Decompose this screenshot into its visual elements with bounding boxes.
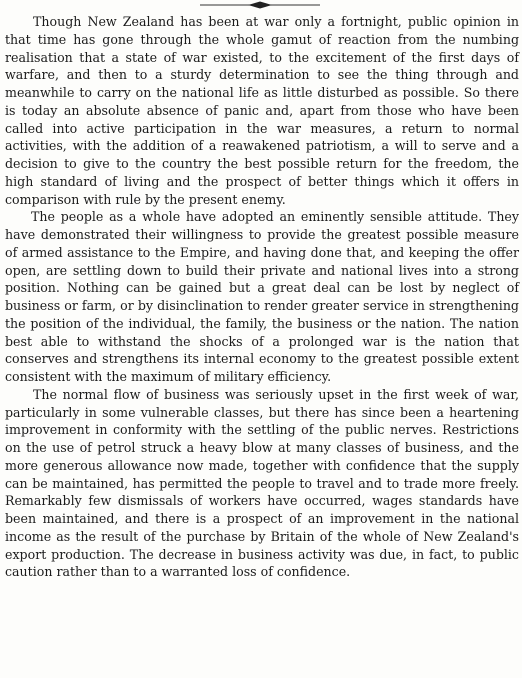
article-paragraph-2: The people as a whole have adopted an eminently sensible attitude. They have demonstrated their willingness to provide the greatest possible measure of armed assistance to the Empire, and having done that, and keeping the offer open, are settling down to build their private and national lives into a strong position. Nothing can be gained but a great deal can be lost by neglect of business or farm, or by disinclination to render greater service in strengthening the position of the individual, the family, the business or the nation. The nation best able to withstand the shocks of a prolonged war is the nation that conserves and strengthens its internal economy to the greatest possible extent consistent with the maximum of military efficiency. (5, 209, 519, 384)
article-body (5, 13, 519, 581)
article-paragraph-1: Though New Zealand has been at war only a fortnight, public opinion in that time has gone through the whole gamut of reaction from the numbing realisation that a state of war existed, to the excitement of the first days of warfare, and then to a sturdy determination to see the thing through and meanwhile to carry on the national life as little disturbed as possible. So there is today an absolute absence of panic and, apart from those who have been called into active participation in the war measures, a return to normal activities, with the addition of a reawakened patriotism, a will to serve and a decision to give to the country the best possible return for the freedom, the high standard of living and the prospect of better things which it offers in comparison with rule by the present enemy. (5, 14, 519, 207)
article-paragraph-3: The normal flow of business was seriously upset in the first week of war, particularly in some vulnerable classes, but there has since been a heartening improvement in conformity with the settling of the public nerves. Restrictions on the use of petrol struck a heavy blow at many classes of business, and the more generous allowance now made, together with confidence that the supply can be maintained, has permitted the people to travel and to trade more freely. Remarkably few dismissals of workers have occurred, wages standards have been maintained, and there is a prospect of an improvement in the national income as the result of the purchase by Britain of the whole of New Zealand's export production. The decrease in business activity was due, in fact, to public caution rather than to a warranted loss of confidence. (5, 386, 519, 580)
divider-rule-icon (200, 1, 320, 9)
section-divider-ornament (200, 1, 320, 9)
